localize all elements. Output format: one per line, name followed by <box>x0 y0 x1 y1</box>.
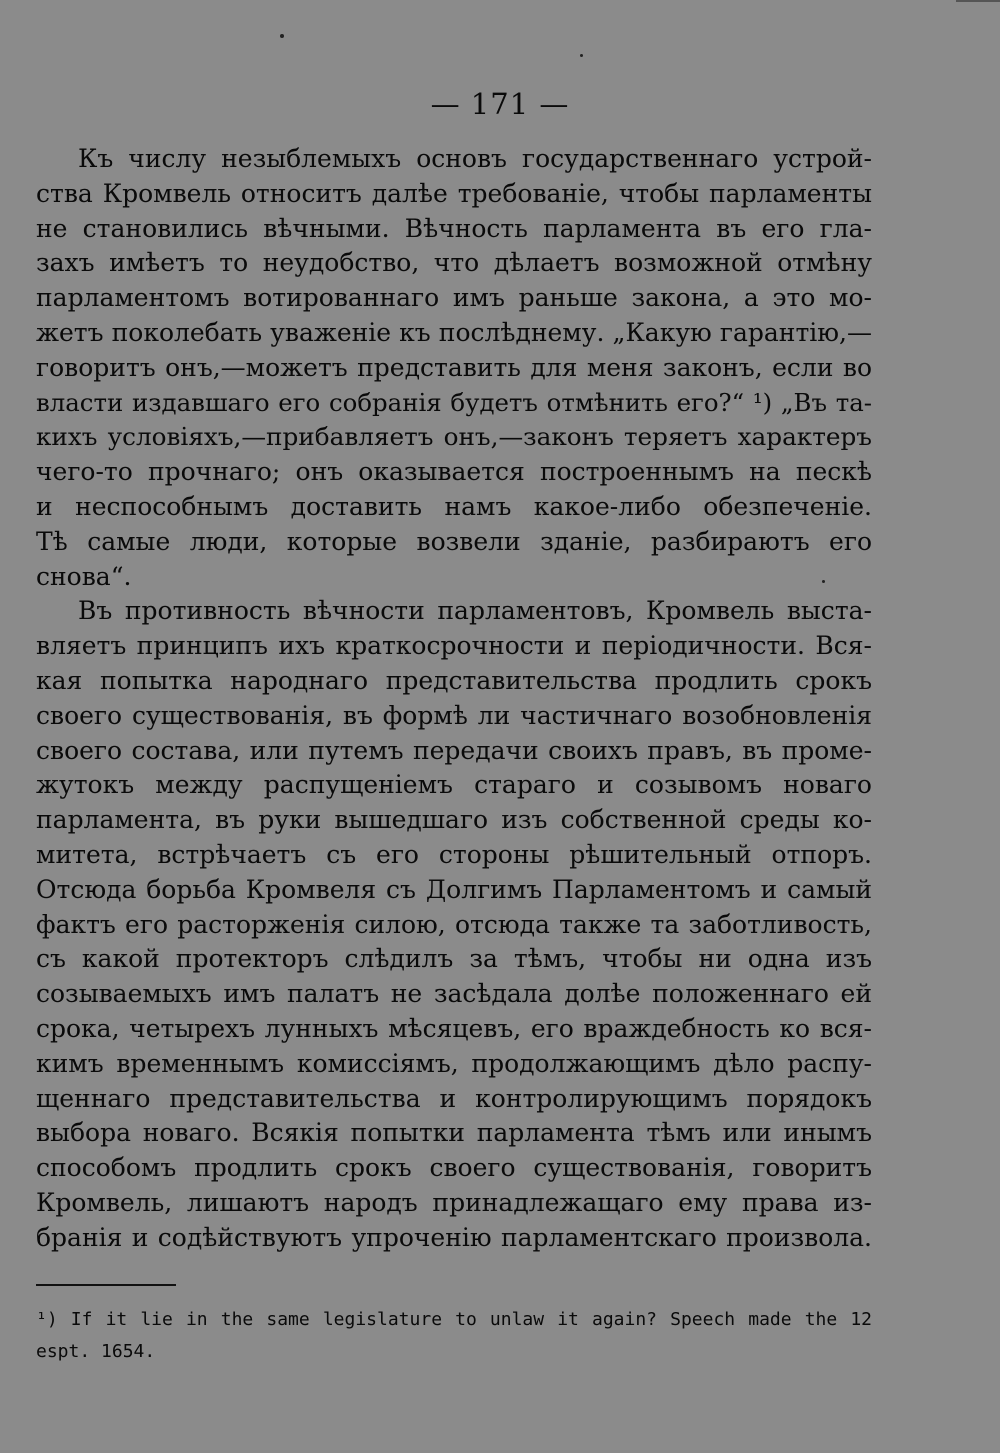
text-line: выбора новаго. Всякія попытки парламента тѣмъ или инымъ <box>36 1118 872 1148</box>
page-number: — 171 — <box>430 87 570 121</box>
text-line: кихъ условіяхъ,—прибавляетъ онъ,—законъ теряетъ характеръ <box>36 422 872 452</box>
text-line: кимъ временнымъ комиссіямъ, продолжающимъ дѣло распу- <box>36 1048 872 1078</box>
text-line: ства Кромвель относитъ далѣе требованіе, чтобы парламенты <box>36 178 872 208</box>
text-line: кая попытка народнаго представительства продлить срокъ <box>36 665 872 695</box>
footnote-divider <box>36 1284 176 1286</box>
text-line: вляетъ принципъ ихъ краткосрочности и періодичности. Вся- <box>36 631 872 661</box>
text-line: чего-то прочнаго; онъ оказывается построеннымъ на пескѣ <box>36 457 872 487</box>
text-line: говоритъ онъ,—можетъ представить для меня законъ, если во <box>36 352 872 382</box>
text-line: фактъ его расторженія силою, отсюда также та заботливость, <box>36 909 872 939</box>
text-line: снова“. <box>36 561 132 591</box>
text-line: Отсюда борьба Кромвеля съ Долгимъ Парламентомъ и самый <box>36 874 872 904</box>
text-line: и неспособнымъ доставить намъ какое-либо обезпеченіе. <box>36 491 872 521</box>
footnote-line: ¹) If it lie in the same legislature to unlaw it again? Speech made the 12 <box>36 1309 872 1330</box>
text-line: бранія и содѣйствуютъ упроченію парламентскаго произвола. <box>36 1222 872 1252</box>
text-line: жутокъ между распущеніемъ стараго и созывомъ новаго <box>36 770 872 800</box>
footnote-line: espt. 1654. <box>36 1341 156 1362</box>
text-line: власти издавшаго его собранія будетъ отмѣнить его?“ ¹) „Въ та- <box>36 387 872 417</box>
scan-speck <box>822 580 825 583</box>
text-line: Тѣ самые люди, которые возвели зданіе, разбираютъ его <box>36 526 872 556</box>
text-line: способомъ продлить срокъ своего существованія, говоритъ <box>36 1153 872 1183</box>
text-line: Къ числу незыблемыхъ основъ государственнаго устрой- <box>78 144 872 173</box>
text-line: своего состава, или путемъ передачи своихъ правъ, въ проме- <box>36 735 872 765</box>
main-text <box>36 142 872 1256</box>
scan-edge-mark <box>956 0 1000 8</box>
text-line: парламентомъ вотированнаго имъ раньше закона, а это мо- <box>36 283 872 313</box>
text-line: съ какой протекторъ слѣдилъ за тѣмъ, чтобы ни одна изъ <box>36 944 872 974</box>
text-line: срока, четырехъ лунныхъ мѣсяцевъ, его враждебность ко вся- <box>36 1013 872 1043</box>
scan-speck <box>280 34 284 38</box>
text-line: не становились вѣчными. Вѣчность парламента въ его гла- <box>36 213 872 243</box>
text-line: захъ имѣетъ то неудобство, что дѣлаетъ возможной отмѣну <box>36 248 872 278</box>
text-line: парламента, въ руки вышедшаго изъ собственной среды ко- <box>36 805 872 835</box>
text-line: щеннаго представительства и контролирующимъ порядокъ <box>36 1083 872 1113</box>
text-line: митета, встрѣчаетъ съ его стороны рѣшительный отпоръ. <box>36 839 872 869</box>
text-line: своего существованія, въ формѣ ли частичнаго возобновленія <box>36 700 872 730</box>
text-line: Кромвель, лишаютъ народъ принадлежащаго ему права из- <box>36 1187 872 1217</box>
text-line: созываемыхъ имъ палатъ не засѣдала долѣе положеннаго ей <box>36 979 872 1009</box>
scan-speck <box>580 54 583 57</box>
text-line: Въ противность вѣчности парламентовъ, Кромвель выста- <box>78 596 872 626</box>
text-line: жетъ поколебать уваженіе къ послѣднему. „Какую гарантію,— <box>36 317 872 347</box>
footnote <box>36 1304 872 1368</box>
